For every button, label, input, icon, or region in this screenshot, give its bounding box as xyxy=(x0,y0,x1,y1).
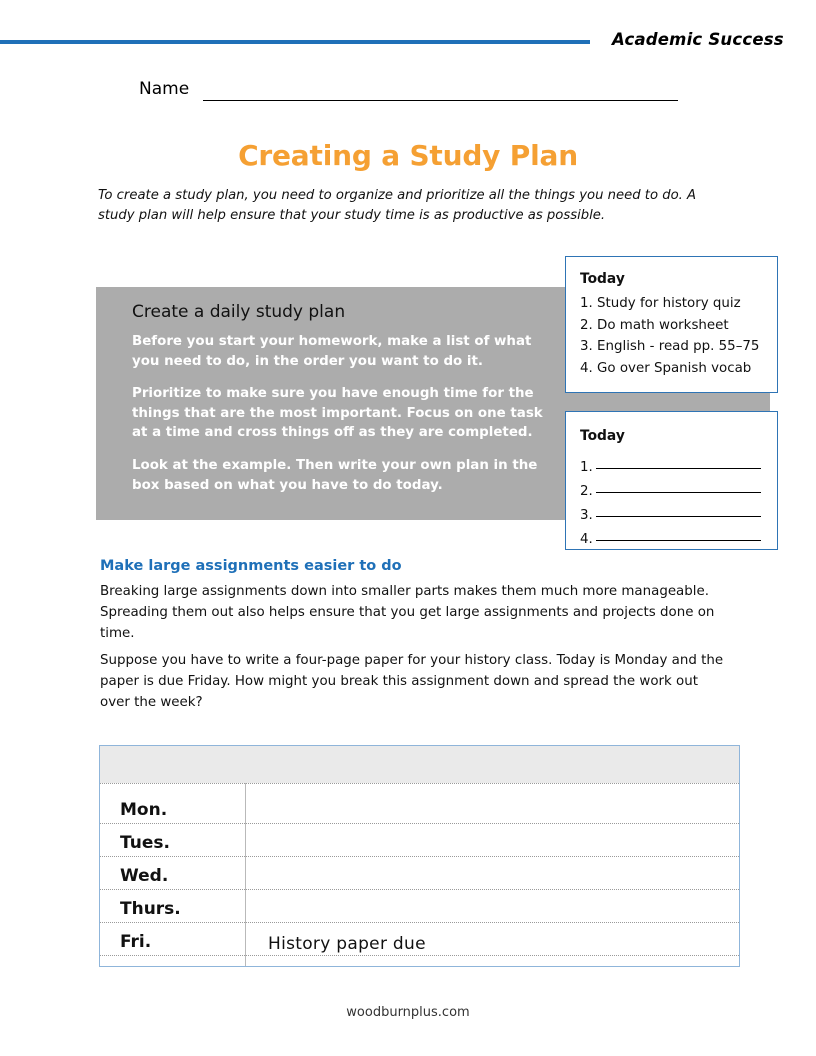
day-label: Mon. xyxy=(120,800,168,820)
day-label: Tues. xyxy=(120,833,170,853)
today-example-list xyxy=(580,293,759,379)
today-blank-list xyxy=(580,456,761,552)
name-input-line[interactable] xyxy=(203,100,678,101)
section-heading-large-assignments: Make large assignments easier to do xyxy=(100,558,402,574)
table-row xyxy=(100,857,739,890)
name-field-row xyxy=(139,79,679,105)
today-blank-input-2[interactable] xyxy=(596,492,761,493)
list-item: 2. Do math worksheet xyxy=(580,317,729,333)
list-number: 2. xyxy=(580,484,593,499)
footer-url: woodburnplus.com xyxy=(346,1005,470,1020)
list-number: 3. xyxy=(580,508,593,523)
table-row xyxy=(100,824,739,857)
list-number: 4. xyxy=(580,532,593,547)
table-row xyxy=(100,783,739,824)
today-blank-input-1[interactable] xyxy=(596,468,761,469)
table-row xyxy=(100,923,739,956)
list-item xyxy=(580,504,761,528)
today-example-card xyxy=(565,256,778,393)
table-header-row xyxy=(100,746,739,783)
weekly-schedule-table xyxy=(99,745,740,967)
section2-paragraph-1: Breaking large assignments down into smaller parts makes them much more manageable. Spreading them out also helps ensure that you get large assignments and projects done on time. xyxy=(100,584,715,641)
list-item xyxy=(580,456,761,480)
today-example-heading: Today xyxy=(580,271,625,287)
panel-paragraph-1: Before you start your homework, make a list of what you need to do, in the order you want to do it. xyxy=(132,334,532,369)
table-column-divider xyxy=(245,783,246,966)
today-blank-heading: Today xyxy=(580,428,625,444)
day-label: Thurs. xyxy=(120,899,181,919)
today-blank-card xyxy=(565,411,778,550)
header-brand-title: Academic Success xyxy=(612,30,784,49)
today-blank-input-3[interactable] xyxy=(596,516,761,517)
page-header xyxy=(0,0,816,62)
day-label: Fri. xyxy=(120,932,152,952)
header-rule-line xyxy=(0,40,590,44)
today-blank-input-4[interactable] xyxy=(596,540,761,541)
table-row xyxy=(100,890,739,923)
page-title: Creating a Study Plan xyxy=(238,139,578,172)
name-label: Name xyxy=(139,79,190,99)
task-entry[interactable]: History paper due xyxy=(268,934,426,954)
list-number: 1. xyxy=(580,460,593,475)
panel-paragraph-2: Prioritize to make sure you have enough time for the things that are the most important. Focus on one task at a time and cross things off as they are completed. xyxy=(132,386,543,440)
list-item: 3. English - read pp. 55–75 xyxy=(580,339,760,354)
panel-paragraph-3: Look at the example. Then write your own plan in the box based on what you have to do today. xyxy=(132,458,538,493)
list-item xyxy=(580,480,761,504)
list-item xyxy=(580,528,761,552)
section2-paragraph-2: Suppose you have to write a four-page paper for your history class. Today is Monday and the paper is due Friday. How might you break this assignment down and spread the work out over the week? xyxy=(100,653,724,710)
intro-paragraph: To create a study plan, you need to organize and prioritize all the things you need to do. A study plan will help ensure that your study time is as productive as possible. xyxy=(98,188,697,223)
table-body xyxy=(100,783,739,966)
day-label: Wed. xyxy=(120,866,169,886)
list-item: 1. Study for history quiz xyxy=(580,296,741,311)
panel-heading: Create a daily study plan xyxy=(132,302,346,322)
list-item: 4. Go over Spanish vocab xyxy=(580,360,752,376)
